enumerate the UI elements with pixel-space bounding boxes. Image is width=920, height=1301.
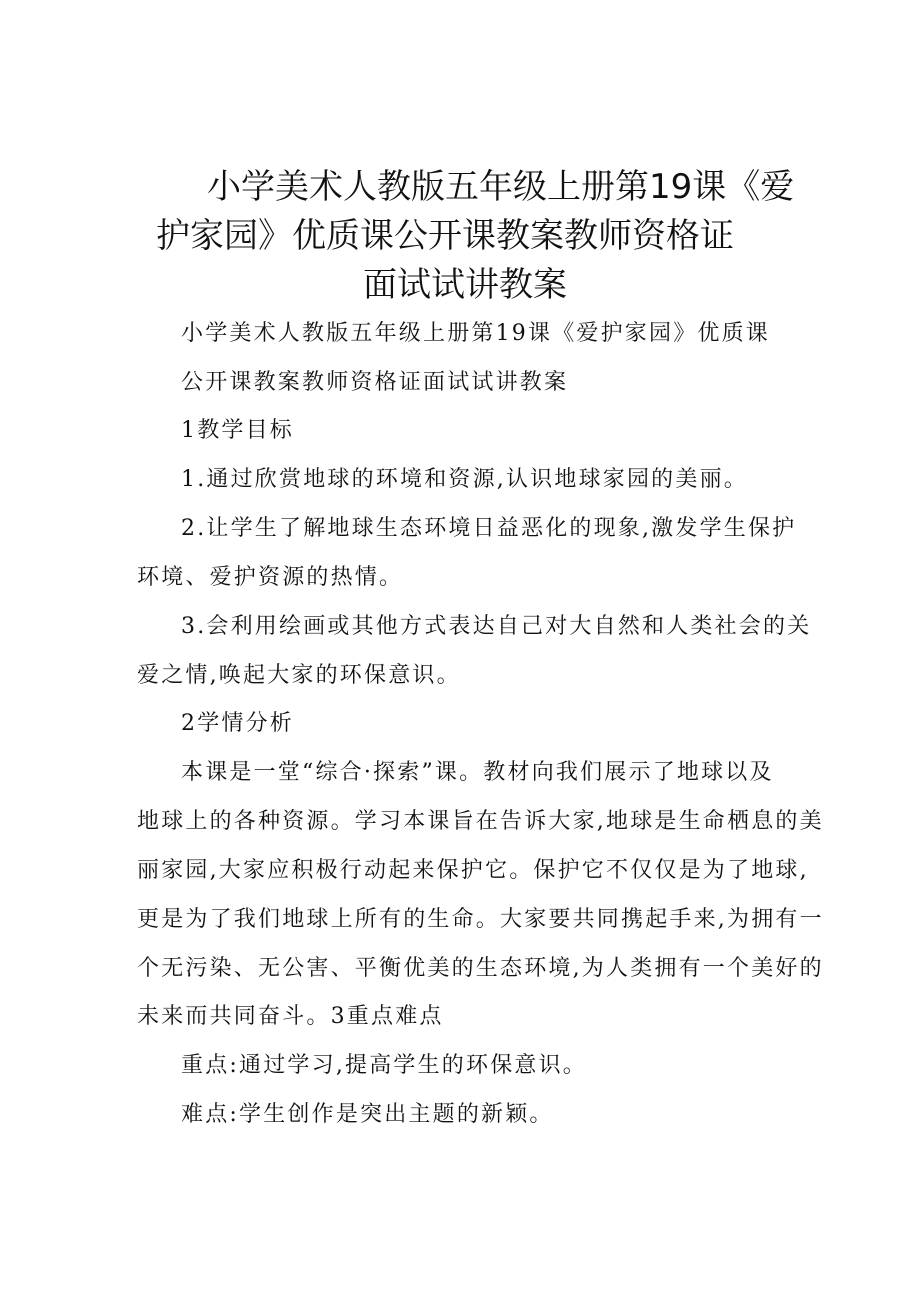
section-heading-analysis: 2学情分析	[181, 711, 294, 736]
difficulty-point: 难点:学生创作是突出主题的新颖。	[181, 1102, 554, 1127]
analysis-line-4: 更是为了我们地球上所有的生命。大家要共同携起手来,为拥有一	[137, 907, 824, 932]
document-title-line-1: 小学美术人教版五年级上册第19课《爱	[207, 167, 795, 207]
analysis-line-3: 丽家园,大家应积极行动起来保护它。保护它不仅仅是为了地球,	[137, 858, 809, 883]
section-heading-objectives: 1教学目标	[181, 418, 294, 443]
objective-1: 1.通过欣赏地球的环境和资源,认识地球家园的美丽。	[181, 467, 748, 492]
objective-3-line-2: 爱之情,唤起大家的环保意识。	[137, 663, 461, 688]
document-title-line-3: 面试试讲教案	[363, 265, 567, 305]
objective-3-line-1: 3.会利用绘画或其他方式表达自己对大自然和人类社会的关	[181, 614, 812, 639]
objective-2-line-2: 环境、爱护资源的热情。	[137, 565, 404, 590]
key-point: 重点:通过学习,提高学生的环保意识。	[181, 1053, 588, 1078]
subtitle-line-1: 小学美术人教版五年级上册第19课《爱护家园》优质课	[181, 321, 770, 346]
document-title-line-2: 护家园》优质课公开课教案教师资格证	[156, 216, 734, 256]
analysis-line-5: 个无污染、无公害、平衡优美的生态环境,为人类拥有一个美好的	[137, 956, 824, 981]
analysis-line-6: 未来而共同奋斗。3重点难点	[137, 1004, 444, 1029]
subtitle-line-2: 公开课教案教师资格证面试试讲教案	[181, 370, 569, 395]
analysis-line-1: 本课是一堂“综合·探索”课。教材向我们展示了地球以及	[181, 760, 774, 785]
analysis-line-2: 地球上的各种资源。学习本课旨在告诉大家,地球是生命栖息的美	[137, 809, 824, 834]
objective-2-line-1: 2.让学生了解地球生态环境日益恶化的现象,激发学生保护	[181, 516, 797, 541]
